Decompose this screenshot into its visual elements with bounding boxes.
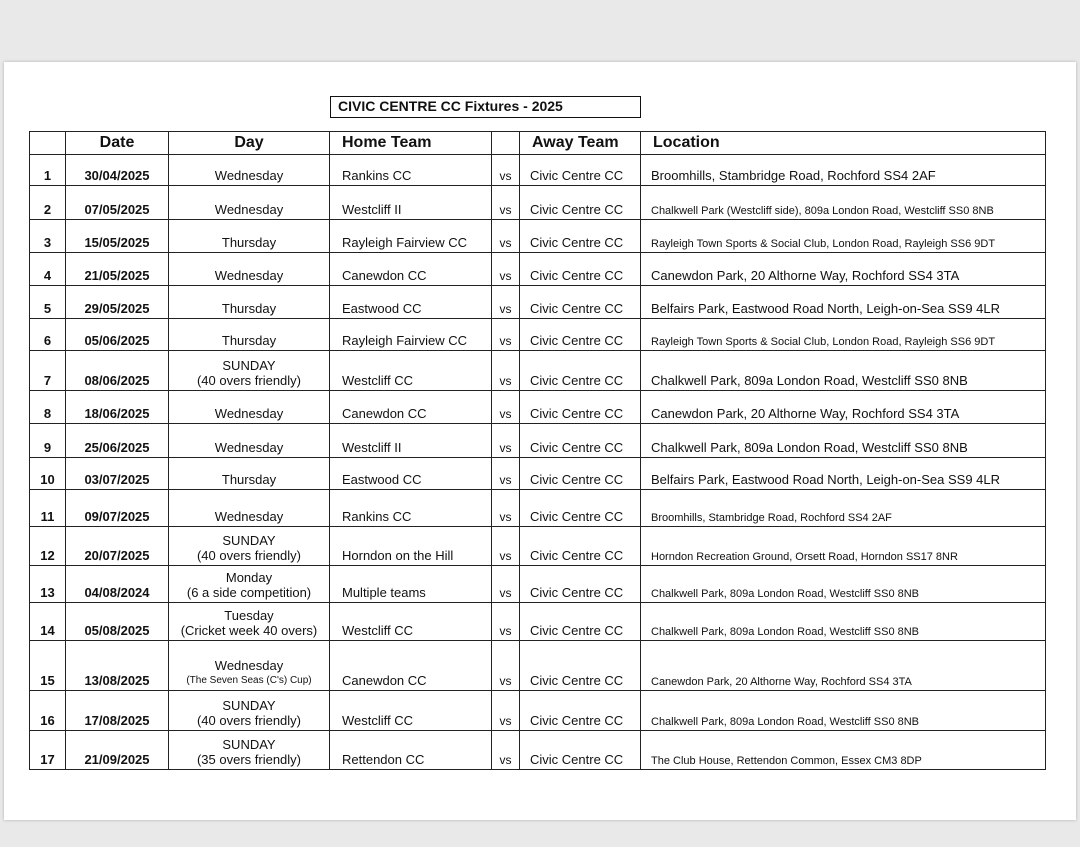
fixture-location: Broomhills, Stambridge Road, Rochford SS4 2AF — [641, 490, 1046, 527]
fixture-away-team: Civic Centre CC — [520, 220, 641, 253]
fixture-away-team: Civic Centre CC — [520, 253, 641, 286]
fixture-location: Canewdon Park, 20 Althorne Way, Rochford SS4 3TA — [641, 391, 1046, 424]
fixture-away-team: Civic Centre CC — [520, 691, 641, 731]
fixture-day-name: Thursday — [221, 235, 277, 250]
fixture-day-name: Thursday — [221, 333, 277, 348]
fixture-home-team: Rayleigh Fairview CC — [330, 220, 492, 253]
fixture-row — [30, 286, 1046, 319]
fixture-number: 17 — [30, 731, 66, 770]
fixture-row — [30, 566, 1046, 603]
fixture-location: Broomhills, Stambridge Road, Rochford SS4 2AF — [641, 155, 1046, 186]
fixture-day-name: Thursday — [221, 472, 277, 487]
fixture-away-team: Civic Centre CC — [520, 731, 641, 770]
fixture-date: 13/08/2025 — [66, 641, 169, 691]
fixture-day — [169, 691, 330, 731]
fixture-date: 09/07/2025 — [66, 490, 169, 527]
fixture-vs: vs — [492, 155, 520, 186]
fixture-home-team: Eastwood CC — [330, 286, 492, 319]
fixture-location: Chalkwell Park, 809a London Road, Westcliff SS0 8NB — [641, 691, 1046, 731]
fixture-day-name: Wednesday — [214, 440, 284, 455]
fixture-row — [30, 641, 1046, 691]
fixture-day — [169, 527, 330, 566]
fixture-day — [169, 641, 330, 691]
fixture-vs: vs — [492, 253, 520, 286]
fixture-away-team: Civic Centre CC — [520, 286, 641, 319]
fixture-location: Chalkwell Park, 809a London Road, Westcliff SS0 8NB — [641, 566, 1046, 603]
fixture-home-team: Westcliff II — [330, 424, 492, 458]
fixture-number: 4 — [30, 253, 66, 286]
fixture-number: 15 — [30, 641, 66, 691]
fixture-away-team: Civic Centre CC — [520, 603, 641, 641]
fixture-day-name: Wednesday — [214, 168, 284, 183]
fixture-number: 16 — [30, 691, 66, 731]
fixture-away-team: Civic Centre CC — [520, 155, 641, 186]
fixture-day-name: Wednesday — [214, 658, 284, 673]
fixture-vs: vs — [492, 490, 520, 527]
fixture-away-team: Civic Centre CC — [520, 351, 641, 391]
fixture-day — [169, 566, 330, 603]
fixture-home-team: Westcliff CC — [330, 691, 492, 731]
fixture-day-name: SUNDAY — [222, 698, 276, 713]
fixture-vs: vs — [492, 691, 520, 731]
header-away-team: Away Team — [520, 132, 641, 155]
fixture-home-team: Rettendon CC — [330, 731, 492, 770]
fixture-vs: vs — [492, 424, 520, 458]
fixture-number: 10 — [30, 458, 66, 490]
fixture-day — [169, 391, 330, 424]
fixture-number: 7 — [30, 351, 66, 391]
fixture-row — [30, 155, 1046, 186]
fixture-number: 14 — [30, 603, 66, 641]
fixture-number: 1 — [30, 155, 66, 186]
fixture-vs: vs — [492, 566, 520, 603]
fixture-away-team: Civic Centre CC — [520, 186, 641, 220]
fixture-date: 07/05/2025 — [66, 186, 169, 220]
fixture-day-name: Wednesday — [214, 268, 284, 283]
fixture-vs: vs — [492, 186, 520, 220]
fixture-day — [169, 286, 330, 319]
fixture-location: Chalkwell Park, 809a London Road, Westcliff SS0 8NB — [641, 603, 1046, 641]
fixture-number: 11 — [30, 490, 66, 527]
fixture-away-team: Civic Centre CC — [520, 490, 641, 527]
fixture-date: 04/08/2024 — [66, 566, 169, 603]
fixture-vs: vs — [492, 641, 520, 691]
fixture-location: Chalkwell Park (Westcliff side), 809a London Road, Westcliff SS0 8NB — [641, 186, 1046, 220]
fixture-day — [169, 253, 330, 286]
fixture-row — [30, 351, 1046, 391]
fixture-day — [169, 319, 330, 351]
fixture-away-team: Civic Centre CC — [520, 566, 641, 603]
fixture-date: 20/07/2025 — [66, 527, 169, 566]
header-row — [30, 132, 1046, 155]
fixture-row — [30, 220, 1046, 253]
fixture-day — [169, 220, 330, 253]
fixture-home-team: Rankins CC — [330, 155, 492, 186]
header-vs — [492, 132, 520, 155]
fixture-location: Canewdon Park, 20 Althorne Way, Rochford SS4 3TA — [641, 253, 1046, 286]
fixture-vs: vs — [492, 731, 520, 770]
header-num — [30, 132, 66, 155]
fixture-home-team: Canewdon CC — [330, 641, 492, 691]
header-date: Date — [66, 132, 169, 155]
fixture-day-note: (6 a side competition) — [186, 585, 312, 600]
fixture-date: 17/08/2025 — [66, 691, 169, 731]
fixture-number: 2 — [30, 186, 66, 220]
fixture-home-team: Westcliff CC — [330, 603, 492, 641]
fixture-day — [169, 155, 330, 186]
fixture-row — [30, 253, 1046, 286]
header-home-team: Home Team — [330, 132, 492, 155]
fixture-date: 05/06/2025 — [66, 319, 169, 351]
fixture-day-name: Wednesday — [214, 406, 284, 421]
fixtures-table — [29, 131, 1046, 770]
fixture-vs: vs — [492, 286, 520, 319]
fixture-day-note: (Cricket week 40 overs) — [180, 623, 318, 638]
fixture-location: Rayleigh Town Sports & Social Club, London Road, Rayleigh SS6 9DT — [641, 220, 1046, 253]
fixture-row — [30, 186, 1046, 220]
fixture-location: Canewdon Park, 20 Althorne Way, Rochford SS4 3TA — [641, 641, 1046, 691]
fixture-location: Horndon Recreation Ground, Orsett Road, Horndon SS17 8NR — [641, 527, 1046, 566]
fixture-row — [30, 527, 1046, 566]
fixture-day — [169, 424, 330, 458]
fixture-away-team: Civic Centre CC — [520, 527, 641, 566]
fixture-day-note: (40 overs friendly) — [196, 713, 302, 728]
fixture-date: 30/04/2025 — [66, 155, 169, 186]
fixture-row — [30, 458, 1046, 490]
fixture-home-team: Canewdon CC — [330, 391, 492, 424]
fixture-home-team: Rayleigh Fairview CC — [330, 319, 492, 351]
fixture-number: 9 — [30, 424, 66, 458]
fixture-away-team: Civic Centre CC — [520, 391, 641, 424]
fixture-day-name: SUNDAY — [222, 358, 276, 373]
fixture-vs: vs — [492, 391, 520, 424]
fixture-row — [30, 603, 1046, 641]
fixture-date: 29/05/2025 — [66, 286, 169, 319]
fixture-vs: vs — [492, 319, 520, 351]
fixture-day-name: SUNDAY — [222, 533, 276, 548]
fixture-date: 03/07/2025 — [66, 458, 169, 490]
fixture-day-name: Wednesday — [214, 509, 284, 524]
fixture-day — [169, 458, 330, 490]
fixture-date: 05/08/2025 — [66, 603, 169, 641]
fixture-home-team: Eastwood CC — [330, 458, 492, 490]
fixture-vs: vs — [492, 351, 520, 391]
fixture-day-note: (40 overs friendly) — [196, 373, 302, 388]
header-day: Day — [169, 132, 330, 155]
fixture-vs: vs — [492, 603, 520, 641]
fixture-number: 3 — [30, 220, 66, 253]
fixture-day-name: Wednesday — [214, 202, 284, 217]
fixture-day-note: (40 overs friendly) — [196, 548, 302, 563]
fixture-home-team: Rankins CC — [330, 490, 492, 527]
fixture-date: 25/06/2025 — [66, 424, 169, 458]
fixture-day — [169, 603, 330, 641]
fixture-home-team: Multiple teams — [330, 566, 492, 603]
fixture-day-note: (The Seven Seas (C's) Cup) — [186, 675, 312, 686]
fixture-number: 5 — [30, 286, 66, 319]
fixture-date: 08/06/2025 — [66, 351, 169, 391]
fixture-day-name: SUNDAY — [222, 737, 276, 752]
fixture-vs: vs — [492, 458, 520, 490]
fixture-row — [30, 731, 1046, 770]
fixture-row — [30, 391, 1046, 424]
fixture-number: 13 — [30, 566, 66, 603]
fixture-row — [30, 691, 1046, 731]
fixture-away-team: Civic Centre CC — [520, 641, 641, 691]
fixture-away-team: Civic Centre CC — [520, 458, 641, 490]
fixture-home-team: Canewdon CC — [330, 253, 492, 286]
fixture-day — [169, 731, 330, 770]
fixture-location: Chalkwell Park, 809a London Road, Westcliff SS0 8NB — [641, 424, 1046, 458]
fixture-day-name: Monday — [225, 570, 273, 585]
fixture-date: 21/05/2025 — [66, 253, 169, 286]
fixture-number: 12 — [30, 527, 66, 566]
fixture-day — [169, 490, 330, 527]
fixture-home-team: Westcliff CC — [330, 351, 492, 391]
fixture-home-team: Westcliff II — [330, 186, 492, 220]
fixture-day — [169, 186, 330, 220]
fixture-day-name: Thursday — [221, 301, 277, 316]
fixture-location: Rayleigh Town Sports & Social Club, London Road, Rayleigh SS6 9DT — [641, 319, 1046, 351]
fixture-date: 15/05/2025 — [66, 220, 169, 253]
fixture-location: Chalkwell Park, 809a London Road, Westcliff SS0 8NB — [641, 351, 1046, 391]
fixture-away-team: Civic Centre CC — [520, 319, 641, 351]
fixture-date: 21/09/2025 — [66, 731, 169, 770]
fixture-row — [30, 424, 1046, 458]
fixture-date: 18/06/2025 — [66, 391, 169, 424]
fixture-day — [169, 351, 330, 391]
fixture-home-team: Horndon on the Hill — [330, 527, 492, 566]
fixture-row — [30, 319, 1046, 351]
document-title: CIVIC CENTRE CC Fixtures - 2025 — [330, 96, 641, 118]
header-location: Location — [641, 132, 1046, 155]
fixture-number: 6 — [30, 319, 66, 351]
fixture-day-name: Tuesday — [224, 608, 274, 623]
fixture-location: Belfairs Park, Eastwood Road North, Leigh-on-Sea SS9 4LR — [641, 286, 1046, 319]
fixture-row — [30, 490, 1046, 527]
fixture-vs: vs — [492, 220, 520, 253]
fixture-number: 8 — [30, 391, 66, 424]
fixture-location: The Club House, Rettendon Common, Essex CM3 8DP — [641, 731, 1046, 770]
fixture-location: Belfairs Park, Eastwood Road North, Leigh-on-Sea SS9 4LR — [641, 458, 1046, 490]
fixture-day-note: (35 overs friendly) — [196, 752, 302, 767]
fixture-away-team: Civic Centre CC — [520, 424, 641, 458]
fixture-vs: vs — [492, 527, 520, 566]
